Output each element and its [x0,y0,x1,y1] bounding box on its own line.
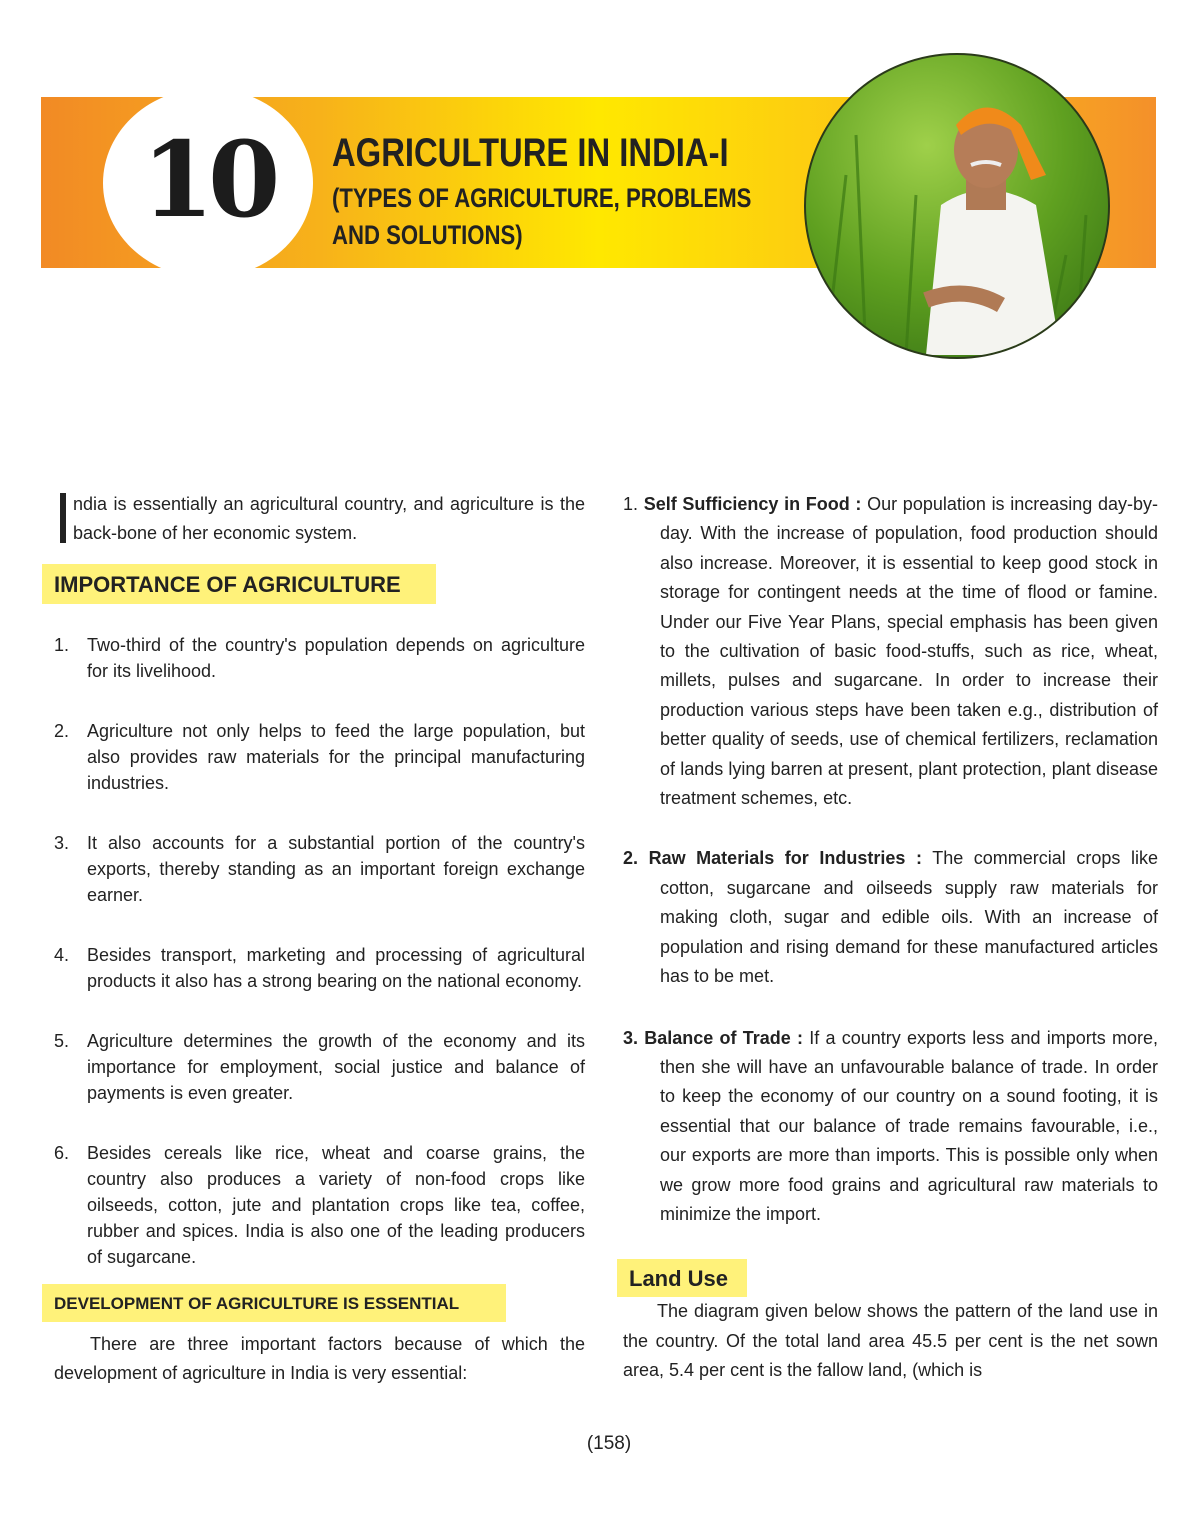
factor-item [623,1024,1158,1230]
item-number: 3. [54,833,70,853]
chapter-title: AGRICULTURE IN INDIA-I [332,131,729,175]
factor-text: The commercial crops like cotton, sugarcane and oilseeds supply raw materials for making cloth, sugar and edible oils. With an increase of population and rising demand for these manufactured articles has to be met. [660,848,1158,987]
farmer-photo [804,53,1110,359]
land-use-heading: Land Use [617,1259,747,1297]
list-item [54,718,585,796]
item-number: 2. [54,721,70,741]
page-number: (158) [586,1433,632,1454]
importance-heading: IMPORTANCE OF AGRICULTURE [42,564,436,604]
item-number: 6. [54,1143,70,1163]
drop-cap [60,493,66,543]
item-number: 1. [54,635,70,655]
list-item [54,632,585,684]
development-text: There are three important factors because of which the development of agriculture in India is very essential: [54,1334,585,1383]
factor-item [623,844,1158,991]
intro-text: ndia is essentially an agricultural country, and agriculture is the back-bone of her economic system. [73,494,585,543]
factor-item [623,490,1158,813]
item-text: Agriculture determines the growth of the economy and its importance for employment, social justice and balance of payments is even greater. [87,1031,585,1103]
factor-text: Our population is increasing day-by-day. With the increase of population, food production should also increase. Moreover, it is essential to keep good stock in storage for contingent needs at the time of flood or famine. Under our Five Year Plans, special emphasis has been given to the cultivation of basic food-stuffs, such as rice, wheat, millets, pulses and sugarcane. In order to increase their production various steps have been taken e.g., distribution of better quality of seeds, use of chemical fertilizers, reclamation of lands lying barren at present, plant protection, plant disease treatment schemes, etc. [660,494,1158,809]
item-number: 4. [54,945,70,965]
factor-number: 1. [623,494,639,514]
factor-text: If a country exports less and imports more, then she will have an unfavourable balance of trade. In order to keep the economy of our country on a sound footing, it is essential that our balance of trade remains favourable, i.e., our exports are more than imports. This is possible only when we grow more food grains and agricultural raw materials to minimize the import. [660,1027,1158,1224]
left-column [54,490,585,1388]
list-item [54,830,585,908]
factor-title: Self Sufficiency in Food : [643,494,862,514]
item-text: Agriculture not only helps to feed the large population, but also provides raw materials for the principal manufacturing industries. [87,721,585,793]
factor-number: 2. [623,848,639,869]
list-item [54,1028,585,1106]
list-item [54,1140,585,1270]
land-use-text: The diagram given below shows the pattern of the land use in the country. Of the total land area 45.5 per cent is the net sown area, 5.4 per cent is the fallow land, (which is [623,1301,1158,1381]
item-text: It also accounts for a substantial portion of the country's exports, thereby standing as an important foreign exchange earner. [87,833,585,905]
factor-title: Balance of Trade : [644,1027,803,1048]
chapter-subtitle: (TYPES OF AGRICULTURE, PROBLEMS AND SOLUTIONS) [332,183,752,250]
right-column [623,490,1158,1386]
chapter-number: 10 [141,118,275,241]
item-text: Two-third of the country's population depends on agriculture for its livelihood. [87,635,585,681]
development-heading: DEVELOPMENT OF AGRICULTURE IS ESSENTIAL [42,1284,506,1322]
factor-title: Raw Materials for Industries : [648,848,922,869]
list-item [54,942,585,994]
item-text: Besides cereals like rice, wheat and coarse grains, the country also produces a variety of non-food crops like oilseeds, cotton, jute and plantation crops like tea, coffee, rubber and spices. India is also one of the leading producers of sugarcane. [87,1143,585,1267]
intro-paragraph [54,490,585,548]
factor-number: 3. [623,1027,639,1048]
item-text: Besides transport, marketing and processing of agricultural products it also has a strong bearing on the national economy. [87,945,585,991]
item-number: 5. [54,1031,70,1051]
